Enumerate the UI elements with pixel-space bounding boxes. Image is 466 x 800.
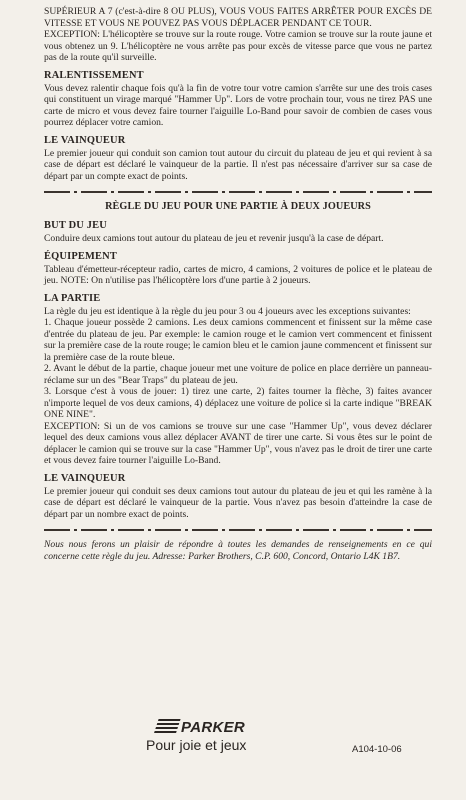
- document-code: A104-10-06: [352, 744, 402, 755]
- heading-equipement: ÉQUIPEMENT: [44, 250, 118, 262]
- paragraph-ralentissement: Vous devez ralentir chaque fois qu'à la fin de votre tour votre camion s'arrête sur une des trois cases qui constituent un virage marqué "Hammer Up". Lors de votre prochain tour, vous ne tirez PAS une carte de micro et vous devez faire tourner l'aiguille Lo-Band pour savoir de combien de cases vous pourrez déplacer votre camion.: [44, 82, 432, 128]
- paragraph-le-vainqueur-2: Le premier joueur qui conduit ses deux camions tout autour du plateau de jeu et qui les ramène à la case de départ est déclaré le vainqueur de la partie. Vous n'avez pas besoin d'atteindre la case de départ par un nombre exact de points.: [44, 485, 432, 520]
- paragraph-but-du-jeu: Conduire deux camions tout autour du plateau de jeu et revenir jusqu'à la case de départ.: [44, 233, 384, 244]
- two-player-section-title: RÈGLE DU JEU POUR UNE PARTIE À DEUX JOUEURS: [105, 201, 371, 212]
- dashed-divider-bottom: [44, 529, 432, 531]
- list-item: 3. Lorsque c'est à vous de jouer: 1) tirez une carte, 2) faites tourner la flèche, 3) faites avancer n'importe lequel de vos deux camions, 4) déplacez une voiture de police si la carte indique "BREAK ONE NINE".: [44, 386, 432, 420]
- paragraph-partie-intro: La règle du jeu est identique à la règle du jeu pour 3 ou 4 joueurs avec les exceptions suivantes:: [44, 305, 411, 317]
- rules-list: [44, 317, 432, 421]
- dashed-divider-top: [44, 191, 432, 193]
- paragraph-equipement: Tableau d'émetteur-récepteur radio, cartes de micro, 4 camions, 2 voitures de police et le plateau de jeu. NOTE: On n'utilise pas l'hélicoptère lors d'une partie à 2 joueurs.: [44, 263, 432, 286]
- heading-le-vainqueur: LE VAINQUEUR: [44, 134, 126, 146]
- parker-stripes-icon: [153, 719, 180, 735]
- paragraph-exception-helicopter: EXCEPTION: L'hélicoptère se trouve sur la route rouge. Votre camion se trouve sur la route jaune et vous obtenez un 9. L'hélicoptère ne vous arrête pas pour excès de vitesse parce que vous ne partez pas de la route qu'il surveille.: [44, 29, 432, 63]
- heading-la-partie: LA PARTIE: [44, 292, 101, 304]
- heading-le-vainqueur-2: LE VAINQUEUR: [44, 472, 126, 484]
- list-item: 1. Chaque joueur possède 2 camions. Les deux camions commencent et finissent sur la même case d'entrée du plateau de jeu. Par exemple: le camion rouge et le camion vert commencent et finissent sur la première case de la route rouge; le camion bleu et le camion jaune commencent et finissent sur la première case de la route bleue.: [44, 317, 432, 363]
- paragraph-speeding-rule: SUPÉRIEUR A 7 (c'est-à-dire 8 OU PLUS), VOUS VOUS FAITES ARRÊTER POUR EXCÈS DE VITESSE ET VOUS NE POUVEZ PAS VOUS DÉPLACER PENDANT CE TOUR.: [44, 6, 432, 29]
- brand-tagline: Pour joie et jeux: [146, 737, 247, 753]
- heading-ralentissement: RALENTISSEMENT: [44, 69, 144, 81]
- contact-note: Nous nous ferons un plaisir de répondre à toutes les demandes de renseignements en ce qui concerne cette règle du jeu. Adresse: Parker Brothers, C.P. 600, Concord, Ontario L4K 1B7.: [44, 539, 432, 562]
- list-item: 2. Avant le début de la partie, chaque joueur met une voiture de police en place derrière un panneau-réclame sur un des "Bear Traps" du plateau de jeu.: [44, 363, 432, 386]
- brand-name: PARKER: [181, 718, 246, 736]
- paragraph-exception-hammer-up: EXCEPTION: Si un de vos camions se trouve sur une case "Hammer Up", vous devez déclarer lequel des deux camions vous allez déplacer AVANT de tirer une carte. Si vous êtes sur le point de déplacer le camion qui se trouve sur la case "Hammer Up", vous n'avez pas le droit de tirer une carte et vous devez faire tourner l'aiguille Lo-Band.: [44, 420, 432, 466]
- heading-but-du-jeu: BUT DU JEU: [44, 220, 108, 231]
- paragraph-le-vainqueur: Le premier joueur qui conduit son camion tout autour du circuit du plateau de jeu et qui revient à sa case de départ est déclaré le vainqueur de la partie. Il n'est pas nécessaire d'arriver sur sa case de départ par un compte exact de points.: [44, 147, 432, 182]
- parker-logo-mark: [156, 718, 245, 736]
- parker-brand-logo: [146, 718, 296, 758]
